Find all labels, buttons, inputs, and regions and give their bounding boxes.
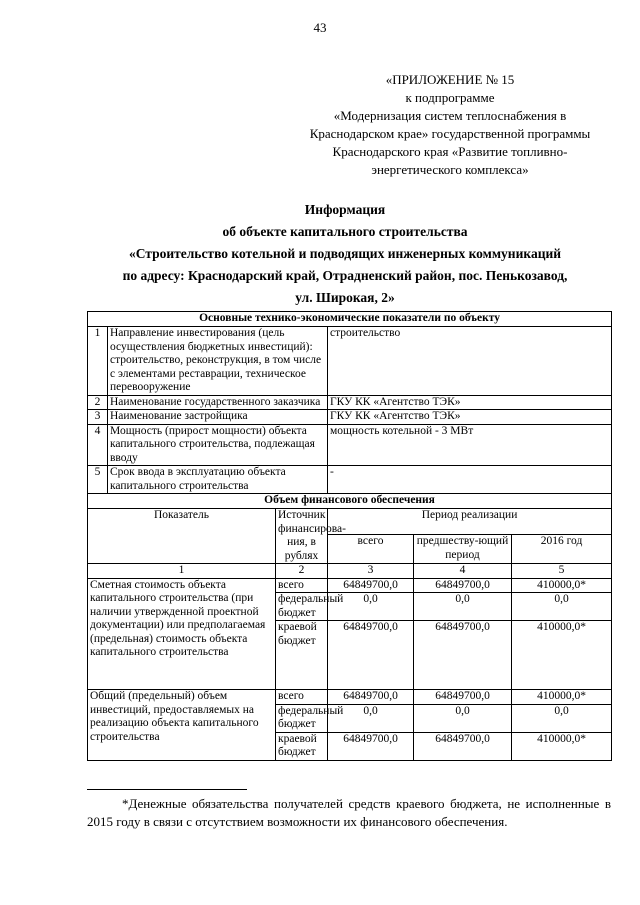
indicator-row	[88, 327, 612, 396]
column-number: 2	[276, 564, 328, 579]
finance-year: 0,0	[512, 704, 612, 732]
indicator-row	[88, 410, 612, 425]
finance-year: 410000,0*	[512, 732, 612, 760]
indicator-number: 3	[88, 410, 108, 425]
finance-total: 64849700,0	[328, 732, 414, 760]
header-previous: предшеству-ющий период	[414, 535, 512, 564]
title-line: «Строительство котельной и подводящих инженерных коммуникаций	[128, 246, 562, 261]
finance-year: 410000,0*	[512, 578, 612, 593]
indicator-name: Наименование государственного заказчика	[108, 395, 328, 410]
finance-source: всего	[276, 578, 328, 593]
indicator-row	[88, 395, 612, 410]
finance-group-label: Сметная стоимость объекта капитального строительства (при наличии утвержденной проектной документации) или предполагаемая (предельная) стоимость объекта капитального строительства	[88, 578, 276, 690]
column-number: 3	[328, 564, 414, 579]
title-line: Информация	[304, 202, 386, 217]
finance-total: 64849700,0	[328, 690, 414, 705]
indicator-number: 2	[88, 395, 108, 410]
column-number: 1	[88, 564, 276, 579]
indicator-name: Наименование застройщика	[108, 410, 328, 425]
finance-previous: 64849700,0	[414, 621, 512, 690]
appendix-line: «ПРИЛОЖЕНИЕ № 15	[385, 72, 515, 87]
indicator-number: 1	[88, 327, 108, 396]
finance-source: всего	[276, 690, 328, 705]
appendix-block	[300, 71, 600, 179]
finance-previous: 64849700,0	[414, 578, 512, 593]
finance-previous: 64849700,0	[414, 732, 512, 760]
object-info-table	[87, 311, 612, 761]
indicator-row	[88, 466, 612, 494]
column-number: 5	[512, 564, 612, 579]
section-header-row	[88, 312, 612, 327]
finance-source: федеральный бюджет	[276, 593, 328, 621]
header-indicator: Показатель	[88, 509, 276, 564]
indicator-name: Направление инвестирования (цель осуществления бюджетных инвестиций): строительство, реконструкция, в том числе с элементами реставрации, техническое перевооружение	[108, 327, 328, 396]
indicator-name: Мощность (прирост мощности) объекта капитального строительства, подлежащая вводу	[108, 424, 328, 466]
header-period: Период реализации	[328, 509, 612, 535]
finance-total: 64849700,0	[328, 621, 414, 690]
finance-year: 0,0	[512, 593, 612, 621]
finance-year: 410000,0*	[512, 621, 612, 690]
header-total: всего	[328, 535, 414, 564]
title-line: об объекте капитального строительства	[222, 224, 468, 239]
finance-header-row	[88, 509, 612, 535]
section2-title: Объем финансового обеспечения	[88, 494, 612, 509]
footnote: *Денежные обязательства получателей средств краевого бюджета, не исполненные в 2015 году в связи с отсутствием возможности их финансового обеспечения.	[87, 796, 611, 829]
finance-total: 0,0	[328, 593, 414, 621]
finance-group-label: Общий (предельный) объем инвестиций, предоставляемых на реализацию объекта капитального строительства	[88, 690, 276, 761]
indicator-number: 5	[88, 466, 108, 494]
appendix-line: «Модернизация систем теплоснабжения в	[333, 108, 567, 123]
finance-source: краевой бюджет	[276, 621, 328, 690]
finance-total: 64849700,0	[328, 578, 414, 593]
finance-previous: 0,0	[414, 704, 512, 732]
indicator-value: -	[328, 466, 612, 494]
finance-row	[88, 578, 612, 593]
indicator-value: мощность котельной - 3 МВт	[328, 424, 612, 466]
finance-source: краевой бюджет	[276, 732, 328, 760]
appendix-line: Краснодарского края «Развитие топливно-	[332, 144, 568, 159]
finance-year: 410000,0*	[512, 690, 612, 705]
indicator-number: 4	[88, 424, 108, 466]
indicator-value: ГКУ КК «Агентство ТЭК»	[328, 410, 612, 425]
title-line: по адресу: Краснодарский край, Отрадненский район, пос. Пенькозавод,	[122, 268, 568, 283]
appendix-line: Краснодарском крае» государственной программы	[309, 126, 591, 141]
finance-row	[88, 690, 612, 705]
indicator-name: Срок ввода в эксплуатацию объекта капитального строительства	[108, 466, 328, 494]
section-header-row	[88, 494, 612, 509]
column-number: 4	[414, 564, 512, 579]
finance-source: федеральный бюджет	[276, 704, 328, 732]
footnote-divider	[87, 789, 247, 790]
appendix-line: энергетического комплекса»	[371, 162, 529, 177]
header-year: 2016 год	[512, 535, 612, 564]
indicator-value: строительство	[328, 327, 612, 396]
header-source: Источник финансирова-ния, в рублях	[276, 509, 328, 564]
column-numbers-row	[88, 564, 612, 579]
indicator-row	[88, 424, 612, 466]
finance-previous: 0,0	[414, 593, 512, 621]
document-title	[80, 199, 610, 309]
appendix-line: к подпрограмме	[405, 90, 495, 105]
indicator-value: ГКУ КК «Агентство ТЭК»	[328, 395, 612, 410]
finance-total: 0,0	[328, 704, 414, 732]
section1-title: Основные технико-экономические показатели по объекту	[88, 312, 612, 327]
title-line: ул. Широкая, 2»	[295, 290, 395, 305]
finance-previous: 64849700,0	[414, 690, 512, 705]
page-number: 43	[313, 20, 327, 35]
